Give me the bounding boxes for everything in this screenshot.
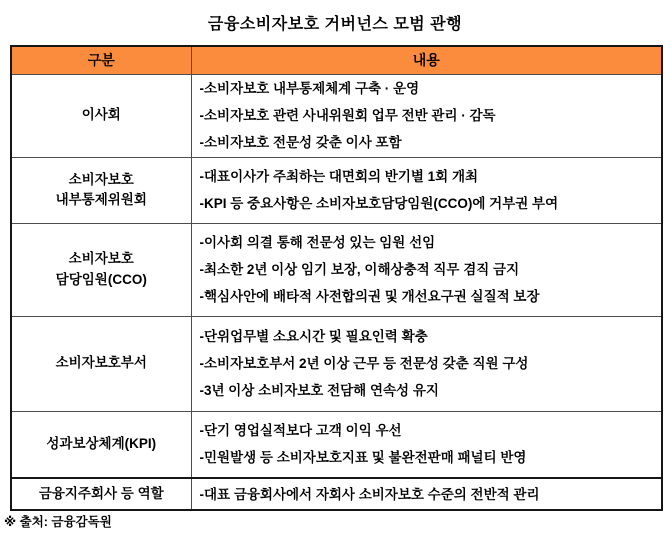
content-cell — [191, 223, 662, 316]
table-header-row — [11, 46, 662, 74]
category-label: 소비자보호 — [68, 171, 134, 187]
content-item: -소비자보호 전문성 갖춘 이사 포함 — [199, 135, 402, 150]
category-cell — [11, 74, 191, 157]
content-item: -대표 금융회사에서 자회사 소비자보호 수준의 전반적 관리 — [199, 486, 540, 502]
category-cell — [11, 411, 191, 478]
content-cell — [191, 478, 662, 510]
category-label: 금융지주회사 등 역할 — [38, 485, 164, 501]
content-item: -3년 이상 소비자보호 전담해 연속성 유지 — [199, 383, 439, 398]
table-row — [11, 223, 662, 316]
content-item: -단위업무별 소요시간 및 필요인력 확충 — [199, 329, 428, 344]
content-item: -소비자보호 관련 사내위원회 업무 전반 관리 · 감독 — [199, 108, 496, 123]
content-item: -최소한 2년 이상 임기 보장, 이해상충적 직무 겸직 금지 — [199, 262, 520, 277]
content-cell — [191, 74, 662, 157]
table-row — [11, 411, 662, 478]
content-cell — [191, 411, 662, 478]
page-title: 금융소비자보호 거버넌스 모범 관행 — [207, 16, 463, 33]
category-cell — [11, 478, 191, 510]
content-cell — [191, 157, 662, 223]
category-label: 내부통제위원회 — [55, 192, 147, 207]
table-row — [11, 316, 662, 411]
content-item: -단기 영업실적보다 고객 이익 우선 — [199, 423, 402, 439]
table-row — [11, 478, 662, 510]
content-item: -이사회 의결 통해 전문성 있는 임원 선임 — [199, 235, 436, 250]
column-header-content: 내용 — [191, 46, 662, 74]
content-item: -민원발생 등 소비자보호지표 및 불완전판매 패널티 반영 — [199, 450, 527, 466]
column-header-category: 구분 — [11, 46, 191, 74]
category-label: 담당임원(CCO) — [55, 271, 147, 287]
category-label: 성과보상체계(KPI) — [46, 436, 157, 452]
category-cell — [11, 316, 191, 411]
content-item: -핵심사안에 배타적 사전합의권 및 개선요구권 실질적 보장 — [199, 289, 540, 304]
category-label: 소비자보호 — [68, 251, 134, 267]
category-cell — [11, 157, 191, 223]
table-row — [11, 157, 662, 223]
content-item: -KPI 등 중요사항은 소비자보호담당임원(CCO)에 거부권 부여 — [199, 196, 559, 211]
governance-table — [10, 45, 663, 511]
category-label: 이사회 — [81, 107, 121, 123]
content-item: -소비자보호부서 2년 이상 근무 등 전문성 갖춘 직원 구성 — [199, 356, 529, 371]
table-row — [11, 74, 662, 157]
content-item: -대표이사가 주최하는 대면회의 반기별 1회 개최 — [199, 169, 479, 184]
source-note: ※ 출처: 금융감독원 — [4, 515, 112, 529]
content-item: -소비자보호 내부통제체계 구축 · 운영 — [199, 81, 420, 96]
content-cell — [191, 316, 662, 411]
category-label: 소비자보호부서 — [55, 355, 147, 371]
category-cell — [11, 223, 191, 316]
